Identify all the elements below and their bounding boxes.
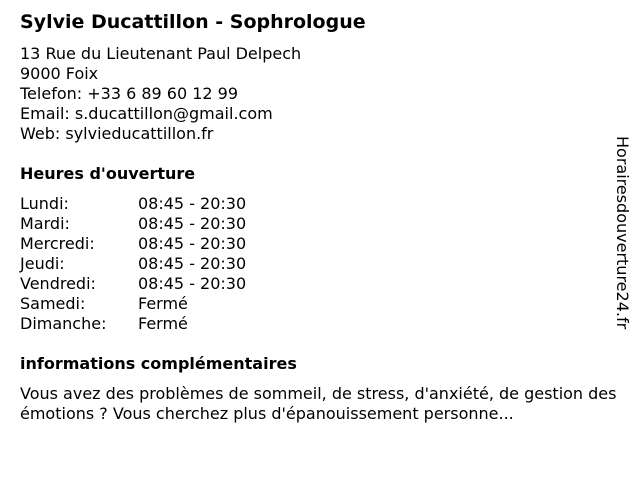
hours-day: Vendredi:: [20, 274, 96, 293]
hours-day: Lundi:: [20, 194, 69, 213]
hours-day: Mardi:: [20, 214, 70, 233]
hours-day: Samedi:: [20, 294, 86, 313]
phone-text: Telefon: +33 6 89 60 12 99: [20, 84, 239, 103]
hours-time: 08:45 - 20:30: [138, 234, 247, 253]
hours-time: 08:45 - 20:30: [138, 214, 247, 233]
email-text: Email: s.ducattillon@gmail.com: [20, 104, 273, 123]
additional-info-heading: informations complémentaires: [20, 354, 297, 373]
opening-hours-heading: Heures d'ouverture: [20, 164, 196, 183]
hours-time: 08:45 - 20:30: [138, 194, 247, 213]
hours-time: 08:45 - 20:30: [138, 254, 247, 273]
website-text: Web: sylvieducattillon.fr: [20, 124, 214, 143]
watermark: [612, 136, 634, 346]
hours-day: Mercredi:: [20, 234, 95, 253]
hours-time: Fermé: [138, 314, 188, 333]
hours-day: Jeudi:: [20, 254, 65, 273]
hours-day: Dimanche:: [20, 314, 107, 333]
watermark-text: Horairesdouverture24.fr: [613, 136, 632, 330]
hours-time: 08:45 - 20:30: [138, 274, 247, 293]
address-city: 9000 Foix: [20, 64, 99, 83]
business-name: Sylvie Ducattillon - Sophrologue: [20, 11, 366, 33]
contact-block: [20, 44, 301, 144]
address-street: 13 Rue du Lieutenant Paul Delpech: [20, 44, 302, 63]
hours-time: Fermé: [138, 294, 188, 313]
additional-info-text: Vous avez des problèmes de sommeil, de stress, d'anxiété, de gestion des émotions ? Vous cherchez plus d'épanouissement personne...: [20, 384, 617, 423]
